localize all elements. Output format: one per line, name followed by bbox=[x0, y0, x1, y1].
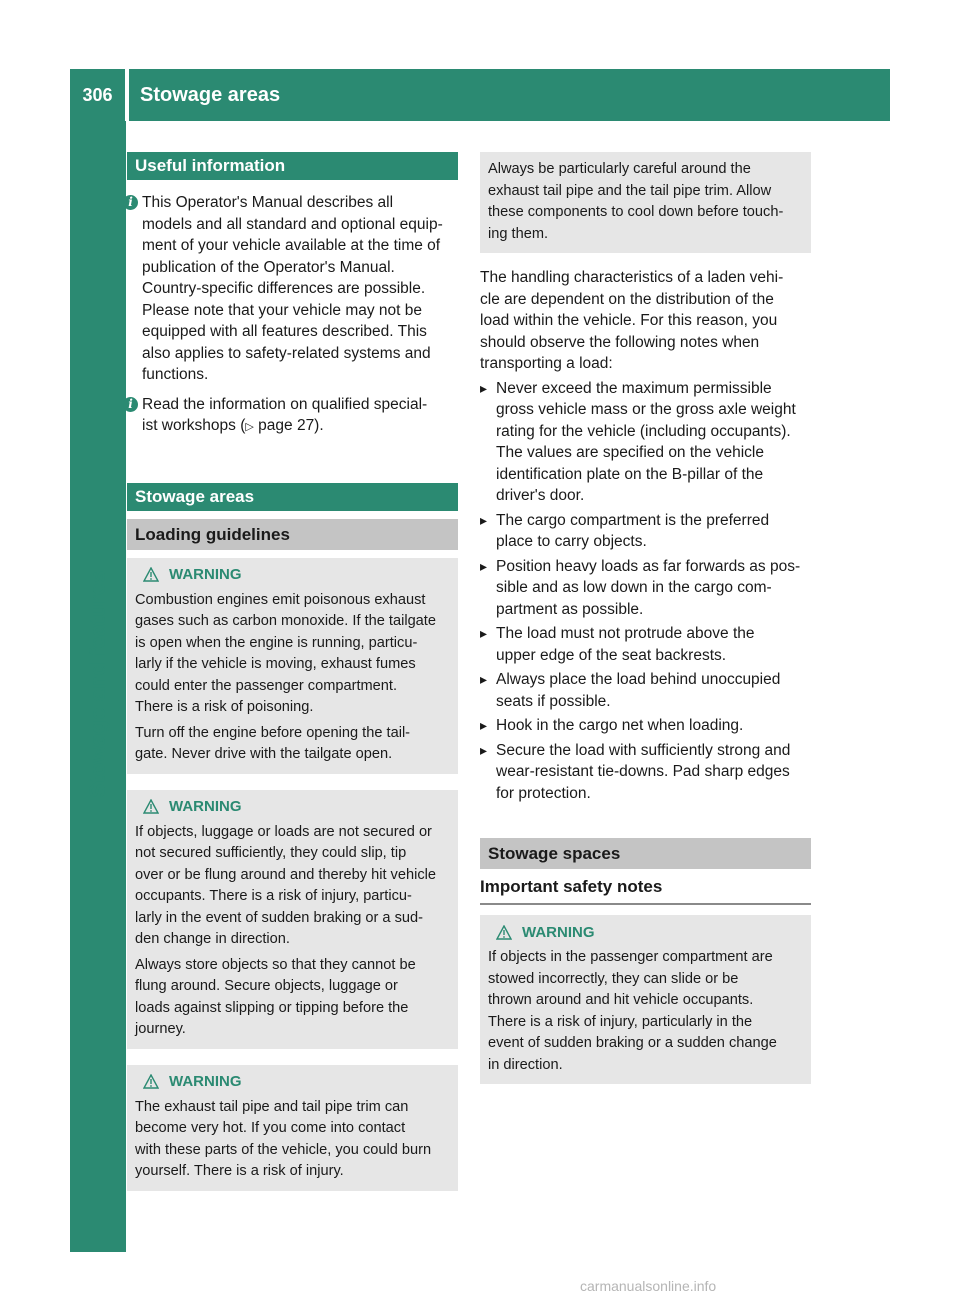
list-line: gross vehicle mass or the gross axle weight bbox=[496, 401, 796, 418]
info-line: Please note that your vehicle may not be bbox=[142, 301, 423, 319]
page-title: Stowage areas bbox=[140, 84, 281, 106]
warning-paragraph bbox=[135, 955, 450, 1041]
list-line: Position heavy loads as far forwards as pos- bbox=[496, 557, 801, 575]
loading-guidelines-heading: Loading guidelines bbox=[127, 519, 458, 550]
list-line: Always place the load behind unoccupied bbox=[496, 671, 781, 688]
list-line: Hook in the cargo net when loading. bbox=[496, 717, 744, 734]
warning-line: gate. Never drive with the tailgate open. bbox=[135, 746, 393, 762]
warning-title-text: WARNING bbox=[169, 566, 242, 583]
info-line: Country-specific differences are possible. bbox=[142, 280, 426, 297]
intro-line: The handling characteristics of a laden vehi- bbox=[480, 269, 784, 286]
info-line-ref bbox=[142, 415, 458, 439]
info-paragraph-manual bbox=[127, 192, 458, 386]
warning-box-objects bbox=[127, 790, 458, 1049]
warning-paragraph bbox=[135, 822, 450, 951]
warning-line: loads against slipping or tipping before the bbox=[135, 999, 409, 1016]
warning-title bbox=[135, 564, 450, 586]
warning-title-text: WARNING bbox=[522, 923, 595, 941]
warning-triangle-icon bbox=[496, 925, 512, 940]
info-line: publication of the Operator's Manual. bbox=[142, 258, 395, 276]
warning-line: Turn off the engine before opening the tail- bbox=[135, 724, 411, 741]
loading-notes-list bbox=[480, 378, 811, 805]
info-line: Read the information on qualified special- bbox=[142, 395, 428, 413]
list-line: The values are specified on the vehicle bbox=[496, 444, 764, 461]
warning-line: den change in direction. bbox=[135, 931, 290, 947]
warning-line: larly if the vehicle is moving, exhaust fumes bbox=[135, 656, 416, 672]
list-item bbox=[480, 556, 811, 621]
info-line: functions. bbox=[142, 366, 209, 383]
warning-line: If objects, luggage or loads are not secured or bbox=[135, 823, 432, 840]
intro-line: transporting a load: bbox=[480, 355, 613, 372]
list-line: place to carry objects. bbox=[496, 533, 647, 550]
list-line: The cargo compartment is the preferred bbox=[496, 511, 770, 529]
list-item bbox=[480, 715, 811, 737]
warning-line: Combustion engines emit poisonous exhaust bbox=[135, 591, 426, 608]
warning-line: yourself. There is a risk of injury. bbox=[135, 1163, 344, 1179]
list-item bbox=[480, 378, 811, 507]
list-line: upper edge of the seat backrests. bbox=[496, 646, 727, 664]
info-line: also applies to safety-related systems and bbox=[142, 344, 431, 362]
info-line: This Operator's Manual describes all bbox=[142, 194, 394, 211]
intro-line: cle are dependent on the distribution of the bbox=[480, 290, 774, 308]
warning-triangle-icon bbox=[143, 799, 159, 814]
warning-line: journey. bbox=[135, 1021, 186, 1037]
note-line: Always be particularly careful around the bbox=[488, 161, 751, 177]
warning-line: larly in the event of sudden braking or a sud- bbox=[135, 909, 423, 926]
list-line: wear-resistant tie-downs. Pad sharp edges bbox=[496, 763, 790, 780]
list-line: partment as possible. bbox=[496, 600, 644, 618]
footer-watermark: carmanualsonline.info bbox=[580, 1278, 717, 1294]
warning-box-passenger-compartment bbox=[480, 915, 811, 1084]
warning-title-text: WARNING bbox=[169, 1073, 242, 1090]
warning-line: stowed incorrectly, they can slide or be bbox=[488, 970, 739, 987]
info-line: ment of your vehicle available at the time of bbox=[142, 237, 441, 254]
info-icon: i bbox=[123, 195, 138, 210]
list-line: rating for the vehicle (including occupants). bbox=[496, 422, 791, 440]
list-line: Secure the load with sufficiently strong and bbox=[496, 741, 791, 759]
left-column bbox=[127, 152, 458, 1191]
warning-triangle-icon bbox=[143, 1074, 159, 1089]
list-line: sible and as low down in the cargo com- bbox=[496, 579, 772, 596]
warning-line: become very hot. If you come into contact bbox=[135, 1120, 406, 1136]
list-item bbox=[480, 740, 811, 805]
note-paragraph bbox=[488, 159, 803, 245]
list-line: seats if possible. bbox=[496, 692, 611, 710]
warning-line: in direction. bbox=[488, 1056, 563, 1073]
header-divider bbox=[125, 69, 129, 121]
list-item bbox=[480, 510, 811, 553]
intro-line: should observe the following notes when bbox=[480, 333, 760, 351]
warning-title bbox=[135, 796, 450, 818]
intro-paragraph bbox=[480, 267, 811, 375]
list-item bbox=[480, 623, 811, 666]
warning-paragraph bbox=[135, 590, 450, 719]
list-line: Never exceed the maximum permissible bbox=[496, 379, 772, 397]
warning-line: There is a risk of injury, particularly in the bbox=[488, 1013, 753, 1030]
stowage-spaces-heading: Stowage spaces bbox=[480, 838, 811, 869]
warning-title bbox=[488, 921, 803, 943]
list-line: driver's door. bbox=[496, 487, 585, 504]
warning-box-tailpipe bbox=[127, 1065, 458, 1191]
warning-paragraph bbox=[488, 947, 803, 1076]
list-line: The load must not protrude above the bbox=[496, 625, 755, 642]
warning-line: occupants. There is a risk of injury, particu- bbox=[135, 888, 412, 904]
caution-note-box bbox=[480, 152, 811, 253]
warning-paragraph bbox=[135, 723, 450, 766]
important-safety-notes-heading: Important safety notes bbox=[480, 869, 811, 905]
warning-title bbox=[135, 1071, 450, 1093]
info-line: models and all standard and optional equip- bbox=[142, 215, 443, 233]
warning-title-text: WARNING bbox=[169, 798, 242, 815]
warning-line: Always store objects so that they cannot be bbox=[135, 956, 416, 973]
note-line: exhaust tail pipe and the tail pipe trim. Allow bbox=[488, 182, 772, 199]
warning-line: thrown around and hit vehicle occupants. bbox=[488, 992, 754, 1008]
page-number: 306 bbox=[82, 85, 113, 105]
right-column bbox=[480, 152, 811, 1084]
info-icon: i bbox=[123, 397, 138, 412]
warning-line: event of sudden braking or a sudden change bbox=[488, 1035, 777, 1051]
list-item bbox=[480, 669, 811, 712]
warning-line: over or be flung around and thereby hit vehicle bbox=[135, 866, 436, 883]
page-ref-arrow-icon: ▷ bbox=[245, 421, 254, 433]
warning-line: There is a risk of poisoning. bbox=[135, 699, 314, 715]
intro-line: load within the vehicle. For this reason, you bbox=[480, 312, 778, 329]
warning-box-exhaust bbox=[127, 558, 458, 774]
info-paragraph-workshops bbox=[127, 394, 458, 439]
list-line: for protection. bbox=[496, 784, 591, 802]
note-line: ing them. bbox=[488, 225, 549, 242]
info-line-prefix: ist workshops ( bbox=[142, 417, 246, 434]
list-line: identification plate on the B-pillar of the bbox=[496, 465, 764, 483]
warning-line: could enter the passenger compartment. bbox=[135, 677, 398, 694]
warning-triangle-icon bbox=[143, 567, 159, 582]
warning-line: not secured sufficiently, they could slip, tip bbox=[135, 845, 407, 861]
note-line: these components to cool down before touch- bbox=[488, 204, 784, 220]
stowage-areas-heading: Stowage areas bbox=[127, 483, 458, 511]
warning-line: is open when the engine is running, particu- bbox=[135, 634, 418, 651]
warning-line: flung around. Secure objects, luggage or bbox=[135, 978, 398, 994]
side-tab-label: Stowage and features bbox=[85, 570, 110, 798]
warning-paragraph bbox=[135, 1097, 450, 1183]
warning-line: with these parts of the vehicle, you could burn bbox=[135, 1141, 432, 1158]
page-reference-link[interactable]: page 27). bbox=[258, 417, 324, 434]
warning-line: gases such as carbon monoxide. If the tailgate bbox=[135, 613, 436, 629]
warning-line: The exhaust tail pipe and tail pipe trim can bbox=[135, 1098, 409, 1115]
info-line: equipped with all features described. This bbox=[142, 323, 427, 340]
warning-line: If objects in the passenger compartment are bbox=[488, 949, 773, 965]
useful-information-heading: Useful information bbox=[127, 152, 458, 180]
